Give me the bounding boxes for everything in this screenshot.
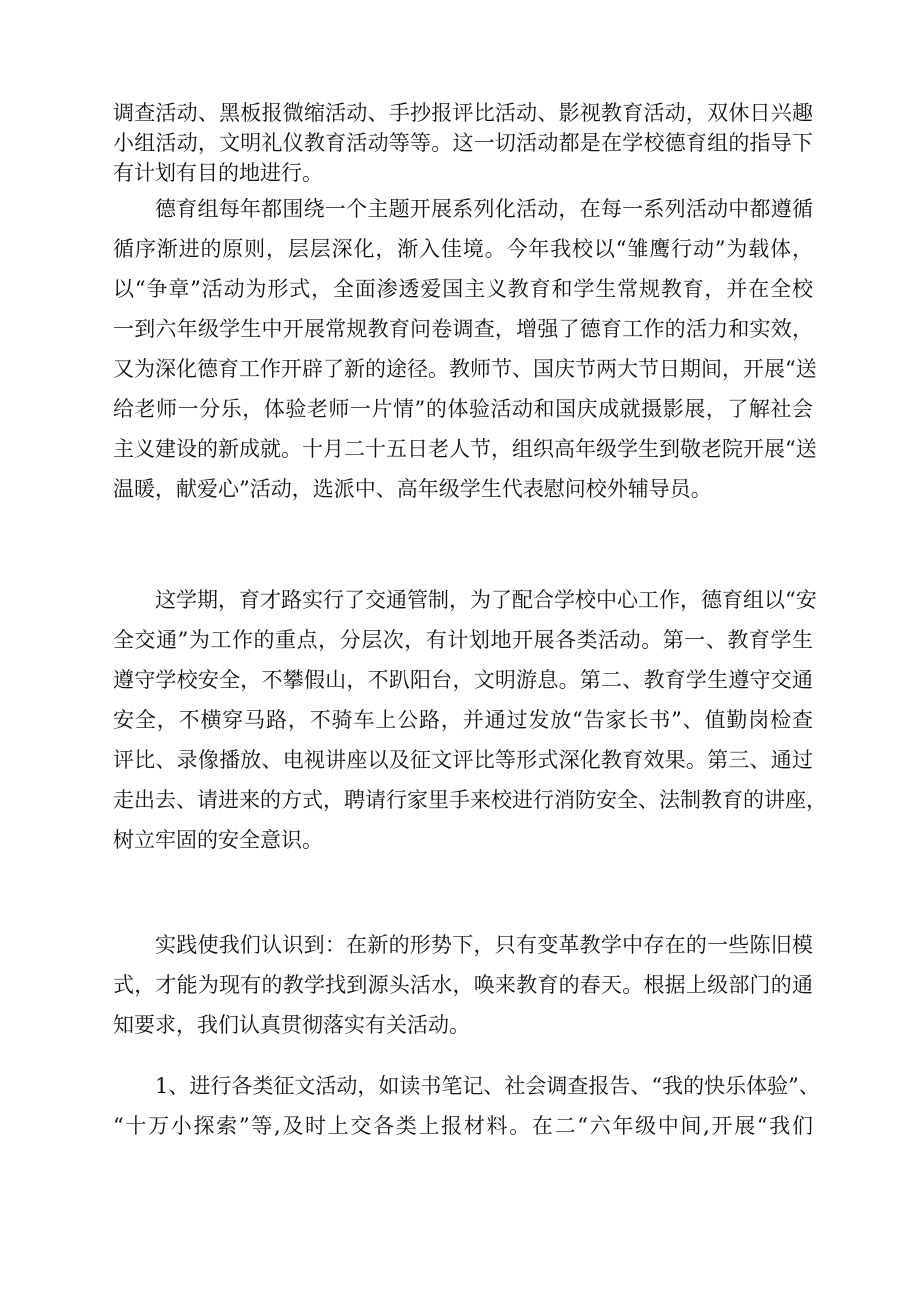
text-line: 遵守学校安全，不攀假山，不趴阳台，文明游息。第二、教育学生遵守交通 (113, 668, 813, 692)
text-line: 给老师一分乐，体验老师一片情”的体验活动和国庆成就摄影展，了解社会 (113, 397, 813, 421)
paragraph-5 (113, 1066, 820, 1146)
text-line: 小组活动，文明礼仪教育活动等等。这一切活动都是在学校德育组的指导下 (113, 131, 813, 155)
text-line: “十万小探索”等,及时上交各类上报材料。在二“六年级中间,开展“我们 (113, 1114, 813, 1138)
text-line: 调查活动、黑板报微缩活动、手抄报评比活动、影视教育活动，双休日兴趣 (113, 101, 813, 125)
text-line: 这学期，育才路实行了交通管制，为了配合学校中心工作，德育组以“安 (155, 588, 817, 612)
paragraph-2 (113, 189, 817, 509)
paragraph-4 (113, 925, 813, 1045)
text-line: 全交通”为工作的重点，分层次，有计划地开展各类活动。第一、教育学生 (113, 628, 813, 652)
text-line: 1、进行各类征文活动，如读书笔记、社会调查报告、“我的快乐体验”、 (155, 1074, 820, 1098)
text-line: 一到六年级学生中开展常规教育问卷调查，增强了德育工作的活力和实效， (113, 317, 813, 341)
text-line: 循序渐进的原则，层层深化，渐入佳境。今年我校以“雏鹰行动”为载体， (113, 237, 813, 261)
text-line: 以“争章”活动为形式，全面渗透爱国主义教育和学生常规教育，并在全校 (113, 277, 813, 301)
text-line: 实践使我们认识到：在新的形势下，只有变革教学中存在的一些陈旧模 (155, 933, 813, 957)
text-line: 安全，不横穿马路，不骑车上公路，并通过发放“告家长书”、值勤岗检查 (113, 708, 813, 732)
text-line: 式，才能为现有的教学找到源头活水，唤来教育的春天。根据上级部门的通 (113, 973, 813, 997)
paragraph-3 (113, 580, 827, 860)
text-line: 温暖，献爱心”活动，选派中、高年级学生代表慰问校外辅导员。 (113, 477, 712, 501)
paragraph-1 (113, 98, 813, 188)
text-line: 树立牢固的安全意识。 (113, 828, 323, 852)
text-line: 德育组每年都围绕一个主题开展系列化活动，在每一系列活动中都遵循 (155, 197, 813, 221)
text-line: 主义建设的新成就。十月二十五日老人节，组织高年级学生到敬老院开展“送 (113, 437, 817, 461)
text-line: 有计划有目的地进行。 (113, 161, 323, 185)
text-line: 又为深化德育工作开辟了新的途径。教师节、国庆节两大节日期间，开展“送 (113, 357, 817, 381)
text-line: 评比、录像播放、电视讲座以及征文评比等形式深化教育效果。第三、通过 (113, 748, 813, 772)
text-line: 走出去、请进来的方式，聘请行家里手来校进行消防安全、法制教育的讲座， (113, 788, 827, 812)
text-line: 知要求，我们认真贯彻落实有关活动。 (113, 1013, 470, 1037)
